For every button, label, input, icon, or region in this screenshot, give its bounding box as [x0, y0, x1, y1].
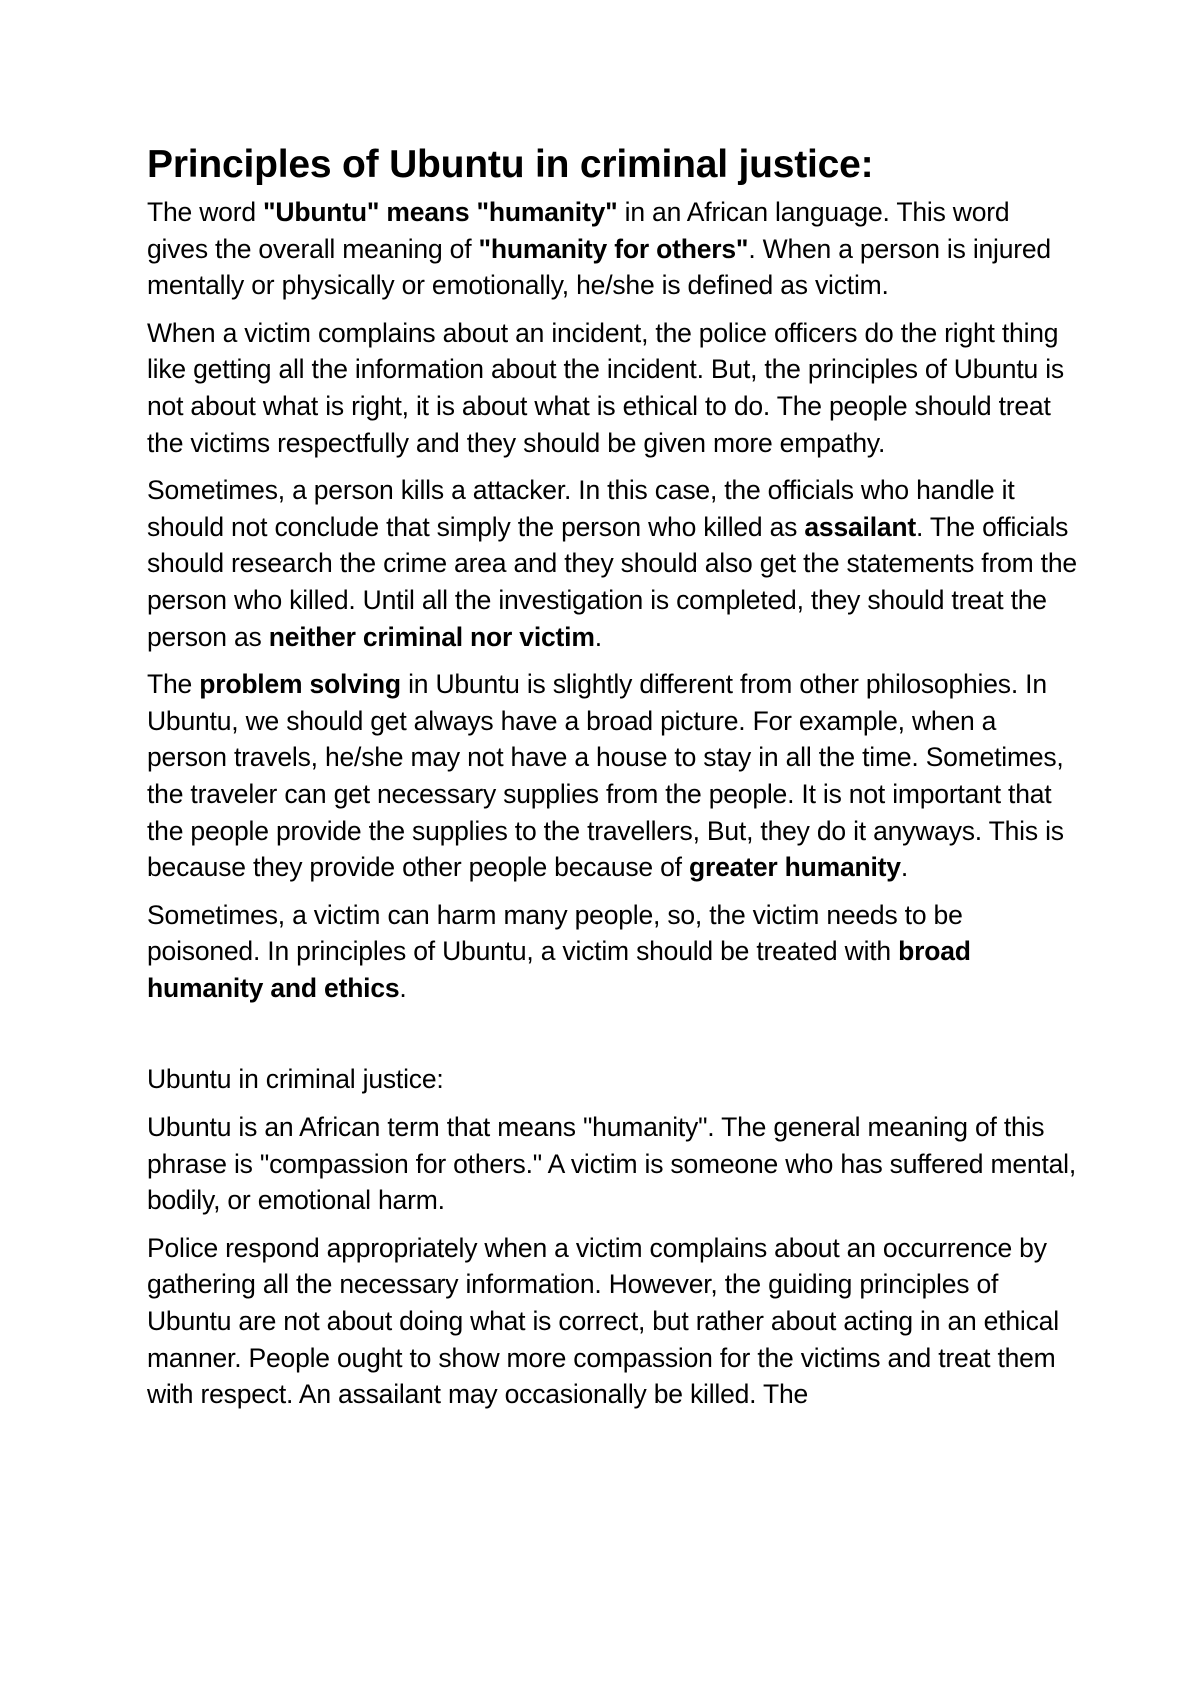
text-run: Ubuntu is an African term that means "humanity". The general meaning of this phrase is "compassion for others." A victim is someone who has suffered mental, bodily, or emotional harm.	[147, 1112, 1077, 1216]
section-subheading: Ubuntu in criminal justice:	[147, 1064, 444, 1095]
text-run: .	[594, 621, 602, 652]
text-run: in Ubuntu is slightly different from other philosophies. In Ubuntu, we should get always have a broad picture. For example, when a person travels, he/she may not have a house to stay in all the time. Sometimes, the traveler can get necessary supplies from the people. It is not important that the people provide the supplies to the travellers, But, they do it anyways. This is because they provide other people because of	[147, 669, 1064, 883]
text-run: .	[900, 852, 908, 883]
paragraph-police-respond	[147, 1230, 1077, 1413]
paragraph-victim-complaints	[147, 315, 1077, 461]
bold-text: "humanity for others"	[478, 233, 749, 264]
text-run: Sometimes, a victim can harm many people, so, the victim needs to be poisoned. In principles of Ubuntu, a victim should be treated with	[147, 899, 963, 967]
document-page	[147, 142, 1077, 1424]
document-title: Principles of Ubuntu in criminal justice:	[147, 143, 874, 186]
bold-text: problem solving	[199, 669, 401, 700]
paragraph-problem-solving	[147, 666, 1077, 886]
text-run: When a victim complains about an incident, the police officers do the right thing like getting all the information about the incident. But, the principles of Ubuntu is not about what is right, it is about what is ethical to do. The people should treat the victims respectfully and they should be given more empathy.	[147, 317, 1064, 458]
text-run: . When a person is injured mentally or physically or emotionally, he/she is defined as victim.	[147, 233, 1051, 301]
bold-text: neither criminal nor victim	[268, 621, 595, 652]
text-run: Sometimes, a person kills a attacker. In this case, the officials who handle it should not conclude that simply the person who killed as	[147, 475, 1015, 542]
text-run: Police respond appropriately when a victim complains about an occurrence by gathering all the necessary information. However, the guiding principles of Ubuntu are not about doing what is correct, but rather about acting in an ethical manner. People ought to show more compassion for the victims and treat them with respect. An assailant may occasionally be killed. The	[147, 1232, 1059, 1410]
text-run: .	[399, 972, 407, 1003]
text-run: The word	[147, 197, 264, 227]
bold-text: assailant	[804, 511, 917, 542]
paragraph-victim-harm	[147, 897, 1077, 1007]
blank-line	[147, 1017, 1077, 1061]
bold-text: greater humanity	[689, 852, 901, 883]
paragraph-ubuntu-term	[147, 1109, 1077, 1219]
bold-text: "Ubuntu" means "humanity"	[263, 197, 618, 227]
text-run: in an African language. This word gives the overall meaning of	[147, 197, 1010, 264]
paragraph-ubuntu-meaning	[147, 194, 1077, 304]
paragraph-attacker-killed	[147, 472, 1077, 655]
text-run: The	[147, 669, 200, 700]
text-run: . The officials should research the crime area and they should also get the statements from the person who killed. Until all the investigation is completed, they should treat the person as	[147, 511, 1077, 652]
bold-text: broad humanity and ethics	[147, 936, 971, 1003]
